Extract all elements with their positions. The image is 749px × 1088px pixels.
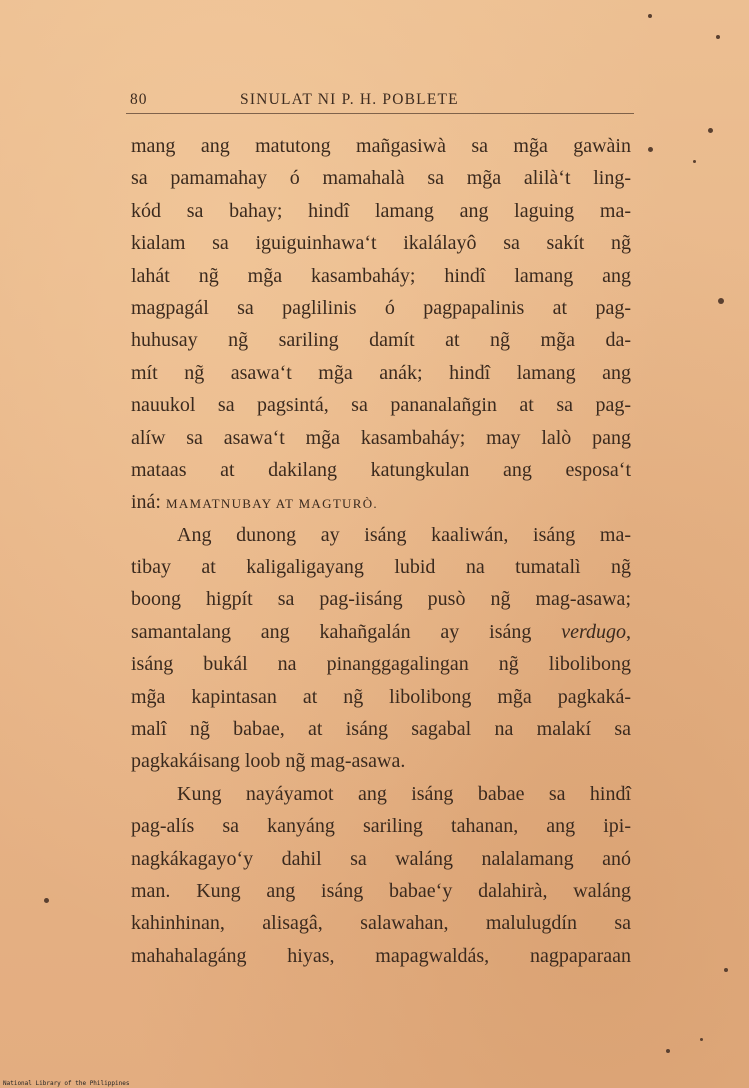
page-header (130, 91, 632, 109)
italic-word: verdugo (561, 620, 626, 643)
paper-speck (44, 898, 49, 903)
text-line: huhusay ng̃ sariling damít at ng̃ mg̃a da- (131, 329, 631, 352)
text-fragment: iná: (131, 491, 166, 514)
paper-speck (666, 1049, 670, 1053)
text-line: sa pamamahay ó mamahalà sa mg̃a alilà‘t ling- (131, 167, 631, 190)
text-line: alíw sa asawa‘t mg̃a kasambaháy; may lalò pang (131, 426, 631, 449)
text-line: man. Kung ang isáng babae‘y dalahirà, waláng (131, 879, 631, 902)
text-line: nagkákagayo‘y dahil sa waláng nalalamang anó (131, 847, 631, 870)
library-credit: National Library of the Philippines (3, 1080, 130, 1087)
body-text (131, 130, 631, 972)
paragraph-first-line: Ang dunong ay isáng kaaliwán, isáng ma- (177, 523, 631, 546)
text-line: tibay at kaligaligayang lubid na tumatalì ng̃ (131, 556, 631, 579)
text-line: mahahalagáng hiyas, mapagwaldás, nagpaparaan (131, 944, 631, 967)
text-line: kialam sa iguiguinhawa‘t ikalálayô sa sakít ng̃ (131, 232, 631, 255)
page-number: 80 (130, 91, 148, 108)
text-line: mataas at dakilang katungkulan ang esposa‘t (131, 458, 631, 481)
text-fragment: , (626, 620, 631, 643)
running-title: SINULAT NI P. H. POBLETE (240, 91, 459, 108)
smallcaps-phrase: MAMATNUBAY AT MAGTURÒ. (166, 496, 378, 512)
paper-speck (648, 14, 652, 18)
text-line: kahinhinan, alisagâ, salawahan, malulugdín sa (131, 912, 631, 935)
text-line: boong higpít sa pag-iisáng pusò ng̃ mag-asawa; (131, 588, 631, 611)
text-line: mang ang matutong mañgasiwà sa mg̃a gawàin (131, 135, 631, 157)
text-line: nauukol sa pagsintá, sa pananalañgin at sa pag- (131, 394, 631, 417)
header-rule (126, 113, 634, 114)
paper-speck (648, 147, 653, 152)
text-fragment: samantalang ang kahañgalán ay isáng (131, 620, 562, 643)
text-line: lahát ng̃ mg̃a kasambaháy; hindî lamang ang (131, 264, 631, 287)
paragraph-first-line: Kung nayáyamot ang isáng babae sa hindî (177, 782, 631, 805)
paper-speck (700, 1038, 703, 1041)
paper-speck (693, 160, 696, 163)
text-line (131, 486, 631, 518)
paper-speck (718, 298, 724, 304)
text-line: pagkakáisang loob ng̃ mag-asawa. (131, 750, 406, 773)
text-line: magpagál sa paglilinis ó pagpapalinis at pag- (131, 296, 631, 319)
paper-speck (724, 968, 728, 972)
text-line: isáng bukál na pinanggagalingan ng̃ libolibong (131, 653, 631, 676)
text-line: malî ng̃ babae, at isáng sagabal na malakí sa (131, 718, 631, 741)
paper-speck (708, 128, 713, 133)
text-line: mg̃a kapintasan at ng̃ libolibong mg̃a pagkaká- (131, 685, 631, 708)
text-line: pag-alís sa kanyáng sariling tahanan, ang ipi- (131, 815, 631, 838)
text-line (131, 616, 631, 648)
text-line: mít ng̃ asawa‘t mg̃a anák; hindî lamang ang (131, 361, 631, 384)
paper-speck (716, 35, 720, 39)
text-line: kód sa bahay; hindî lamang ang laguing ma- (131, 199, 631, 222)
